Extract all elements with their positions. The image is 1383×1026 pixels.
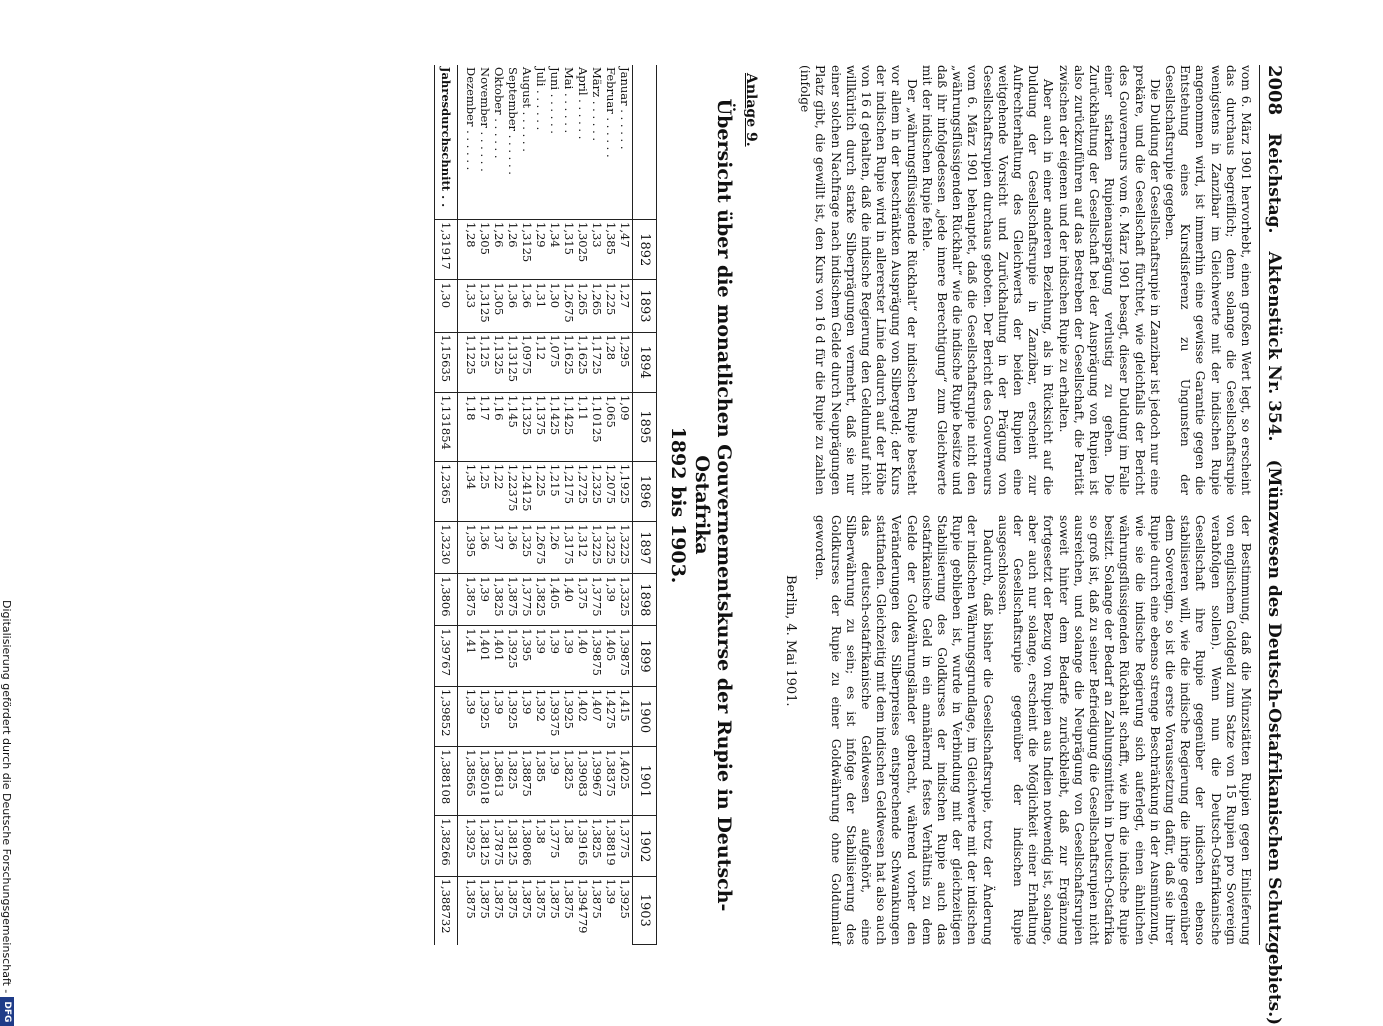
rate-cell: 1,38819 [604, 816, 618, 876]
paragraph: Aber auch in einer anderen Beziehung, als in Rücksicht auf die Duldung der Gesellschaftsrupie in Zanzibar, erscheint zur Aufrechterhaltung des Gleichwerts der beiden Rupien eine weitgehende Vorsicht und Zurückhaltung in der Prägung von Gesellschaftsrupien durchaus geboten. Der Bericht des Gouverneurs vom 6. März 1901 behauptet, daß die Gesellschaftsrupie nicht den „währungsflüssigenden Rückhalt“ wie die indische Rupie besitze und daß ihr infolgedessen „jede innere Berechtigung“ zum Gleichwerte mit der indischen Rupie fehle. [919, 65, 1056, 495]
rate-cell: 1,33 [457, 280, 478, 332]
table-subtitle: 1892 bis 1903. [666, 426, 689, 584]
rate-cell: 1,36 [520, 280, 534, 332]
rate-cell: 1,1625 [576, 332, 590, 392]
rate-cell: 1,36 [506, 522, 520, 574]
rate-cell: 1,38 [562, 816, 576, 876]
average-cell: 1,39767 [434, 626, 457, 686]
rate-cell: 1,38125 [478, 816, 492, 876]
year-column-header: 1892 [632, 220, 656, 280]
rate-cell: 1,16 [492, 392, 506, 461]
publication-name: Reichstag. [1264, 133, 1284, 234]
rate-cell: 1,3875 [548, 876, 562, 944]
average-cell: 1,388108 [434, 747, 457, 816]
rate-cell: 1,17 [478, 392, 492, 461]
rate-cell: 1,395 [520, 626, 534, 686]
paragraph: der Bestimmung, daß die Münzstätten Rupien gegen Einlieferung von englischem Goldgeld zum Satze von 15 Rupien pro Sovereign verabfolgen sollen). Wenn nun die Deutsch-Ostafrikanische Gesellschaft ihre Rupie gegenüber der indischen ebenso stabilisieren will, wie die indische Regierung die ihrige gegenüber dem Sovereign, so ist die erste Voraussetzung dafür, daß sie ihrer Rupie durch eine ebenso strenge Beschränkung in der Ausmünzung, wie sie die indische Regierung sich auferlegt, einen ähnlichen währungsflüssigenden Rückhalt schafft, wie ihn die indische Rupie besitzt. Solange der Bedarf an Zahlungsmitteln in Deutsch-Ostafrika so groß ist, daß zu seiner Befriedigung die Gesellschaftsrupien nicht ausreichen, und solange die Neuprägung von Gesellschaftsrupien soweit hinter dem Bedarfe zurückbleibt, daß zur Ergänzung fortgesetzt der Bezug von Rupien aus Indien notwendig ist, solange, aber auch nur solange, erscheint die Möglichkeit einer Erhaltung der Gesellschaftsrupie gegenüber der indischen Rupie ausgeschlossen. [995, 515, 1253, 945]
rate-cell: 1,215 [548, 461, 562, 521]
rate-cell: 1,3875 [492, 876, 506, 944]
rate-cell: 1,401 [492, 626, 506, 686]
year-column-header: 1899 [632, 626, 656, 686]
rate-cell: 1,3925 [506, 626, 520, 686]
rate-cell: 1,3925 [506, 686, 520, 746]
page-number: 2008 [1264, 65, 1285, 116]
rate-cell: 1,39875 [590, 626, 604, 686]
rate-cell: 1,415 [618, 686, 633, 746]
month-label: März . . . . . . [589, 67, 604, 142]
rate-cell: 1,145 [506, 392, 520, 461]
rate-cell: 1,13125 [506, 332, 520, 392]
rate-cell: 1,3775 [548, 816, 562, 876]
rate-cell: 1,2675 [534, 522, 548, 574]
month-label: Januar . . . . . . [617, 67, 632, 150]
month-label: Juni . . . . . . [547, 67, 562, 134]
rate-cell: 1,3875 [457, 574, 478, 626]
month-label: November . . . . . . [477, 67, 492, 172]
rate-cell: 1,3025 [576, 220, 590, 280]
rate-cell: 1,3875 [506, 876, 520, 944]
rate-cell: 1,09 [618, 392, 633, 461]
paragraph: Der „währungsflüssigende Rückhalt“ der indischen Rupie besteht vor allem in der beschränkten Ausprägung von Silbergeld; der Kurs der indischen Rupie wird in allererster Linie dadurch auf der Höhe von 16 d gehalten, daß die indische Regierung den Geldumlauf nicht willkürlich durch starke Silberprägungen vermehrt, daß sie nur einer solchen Nachfrage nach indischem Gelde durch Neuprägungen Platz gibt, die gewillt ist, den Kurs von 16 d für die Rupie zu zahlen (infolge [798, 65, 919, 495]
rate-cell: 1,39 [548, 626, 562, 686]
rate-cell: 1,1325 [492, 332, 506, 392]
rate-cell: 1,3925 [618, 876, 633, 944]
rate-cell: 1,3925 [478, 686, 492, 746]
rate-cell: 1,1375 [534, 392, 548, 461]
rate-cell: 1,385018 [478, 747, 492, 816]
rotated-page-content [438, 65, 1285, 1026]
rate-cell: 1,3775 [520, 574, 534, 626]
rate-cell: 1,385 [604, 220, 618, 280]
average-cell: 1,3230 [434, 522, 457, 574]
rate-cell: 1,395 [457, 522, 478, 574]
rate-cell: 1,392 [534, 686, 548, 746]
rate-cell: 1,2325 [590, 461, 604, 521]
month-label: August . . . . . . [519, 67, 534, 152]
rate-cell: 1,405 [548, 574, 562, 626]
rate-cell: 1,24125 [520, 461, 534, 521]
rate-cell: 1,3925 [562, 686, 576, 746]
rate-cell: 1,1425 [548, 392, 562, 461]
rate-cell: 1,3825 [492, 574, 506, 626]
right-column [783, 515, 1253, 945]
rate-cell: 1,265 [576, 280, 590, 332]
year-column-header: 1895 [632, 392, 656, 461]
rate-cell: 1,1325 [520, 392, 534, 461]
year-column-header: 1901 [632, 747, 656, 816]
appendix-label: Anlage 9. [742, 73, 759, 147]
rate-cell: 1,315 [562, 220, 576, 280]
average-cell: 1,388732 [434, 876, 457, 944]
year-column-header: 1903 [632, 876, 656, 944]
dfg-logo: DFG [0, 997, 14, 1026]
average-cell: 1,15635 [434, 332, 457, 392]
year-column-header: 1897 [632, 522, 656, 574]
rate-cell: 1,3875 [520, 876, 534, 944]
rate-cell: 1,38875 [520, 747, 534, 816]
rate-cell: 1,065 [604, 392, 618, 461]
rate-cell: 1,34 [457, 461, 478, 521]
rate-cell: 1,22 [492, 461, 506, 521]
rate-cell: 1,3225 [618, 522, 633, 574]
rate-cell: 1,26 [492, 220, 506, 280]
rate-cell: 1,12 [534, 332, 548, 392]
rate-cell: 1,36 [478, 522, 492, 574]
rate-cell: 1,075 [548, 332, 562, 392]
month-label: Dezember . . . . . . [463, 67, 478, 171]
table-row [590, 65, 604, 945]
month-label: Juli . . . . . . [533, 67, 548, 131]
rate-cell: 1,39 [604, 574, 618, 626]
rate-cell: 1,405 [604, 626, 618, 686]
year-column-header: 1902 [632, 816, 656, 876]
rate-cell: 1,3875 [457, 876, 478, 944]
rate-cell: 1,3875 [506, 574, 520, 626]
rate-cell: 1,3825 [534, 574, 548, 626]
rate-cell: 1,1225 [457, 332, 478, 392]
rate-cell: 1,37 [492, 522, 506, 574]
rate-cell: 1,3225 [590, 522, 604, 574]
rate-cell: 1,47 [618, 220, 633, 280]
year-column-header: 1898 [632, 574, 656, 626]
rate-cell: 1,3325 [618, 574, 633, 626]
rate-cell: 1,39 [520, 686, 534, 746]
rate-cell: 1,4025 [618, 747, 633, 816]
document-number: Aktenstück Nr. 354. [1264, 251, 1284, 442]
table-row [604, 65, 618, 945]
rate-cell: 1,265 [590, 280, 604, 332]
place-date: Berlin, 4. Mai 1901. [783, 575, 799, 707]
rate-cell: 1,2675 [562, 280, 576, 332]
rate-cell: 1,375 [576, 574, 590, 626]
rate-cell: 1,39 [534, 626, 548, 686]
rate-cell: 1,27 [618, 280, 633, 332]
average-cell: 1,3806 [434, 574, 457, 626]
rate-cell: 1,1425 [562, 392, 576, 461]
rate-cell: 1,39967 [590, 747, 604, 816]
rate-cell: 1,3225 [604, 522, 618, 574]
rate-cell: 1,26 [506, 220, 520, 280]
rate-cell: 1,30 [548, 280, 562, 332]
rate-cell: 1,3925 [457, 816, 478, 876]
paragraph: vom 6. März 1901 hervorhebt, einen großen Wert legt, so erscheint das durchaus begreiflich; denn solange die Gesellschaftsrupie wenigstens in Zanzibar im Gleichwerte mit der indischen Rupie angenommen wird, ist immerhin eine gewisse Garantie gegen die Entstehung eines Kursdisferenz zu Ungunsten der Gesellschaftsrupie gegeben. [1162, 65, 1253, 495]
table-title: Übersicht über die monatlichen Gouvernementskurse der Rupie in Deutsch-Ostafrika [690, 98, 735, 912]
rate-cell: 1,3125 [520, 220, 534, 280]
left-column [783, 65, 1253, 495]
rate-cell: 1,3175 [562, 522, 576, 574]
rate-cell: 1,39375 [548, 686, 562, 746]
rate-cell: 1,39 [562, 626, 576, 686]
year-column-header: 1893 [632, 280, 656, 332]
rate-cell: 1,1925 [618, 461, 633, 521]
rate-cell: 1,4275 [604, 686, 618, 746]
rate-cell: 1,40 [576, 626, 590, 686]
table-row [562, 65, 576, 945]
rate-cell: 1,22375 [506, 461, 520, 521]
table-row [492, 65, 506, 945]
rate-cell: 1,225 [534, 461, 548, 521]
rate-cell: 1,1625 [562, 332, 576, 392]
rate-cell: 1,305 [478, 220, 492, 280]
digitization-credit [0, 600, 14, 1026]
rate-cell: 1,0975 [520, 332, 534, 392]
rate-cell: 1,3825 [562, 747, 576, 816]
year-column-header: 1894 [632, 332, 656, 392]
rate-cell: 1,39 [478, 574, 492, 626]
rate-cell: 1,305 [492, 280, 506, 332]
year-column-header: 1900 [632, 686, 656, 746]
rate-cell: 1,385 [534, 747, 548, 816]
rate-cell: 1,39 [604, 876, 618, 944]
rate-cell: 1,29 [534, 220, 548, 280]
table-row [548, 65, 562, 945]
rate-cell: 1,2725 [576, 461, 590, 521]
rate-cell: 1,312 [576, 522, 590, 574]
rate-cell: 1,3125 [478, 280, 492, 332]
month-label: Mai . . . . . . [561, 67, 576, 134]
rate-cell: 1,3875 [478, 876, 492, 944]
table-body [434, 65, 632, 945]
rate-cell: 1,38125 [506, 816, 520, 876]
table-row [478, 65, 492, 945]
month-label: Oktober . . . . . . [491, 67, 506, 159]
rate-cell: 1,3825 [506, 747, 520, 816]
paragraph: Dadurch, daß bisher die Gesellschaftsrupie, trotz der Änderung der indischen Währungsgrundlage, im Gleichwerte mit der indischen Rupie geblieben ist, wurde in Verbindung mit der gleichzeitigen Stabilisierung des Goldkurses der indischen Rupie auch das ostafrikanische Geld in ein annähernd festes Verhältnis zu dem Gelde der Goldwährungsländer gebracht, während vorher den Veränderungen des Silberpreises entsprechende Schwankungen stattfanden. Gleichzeitig mit dem indischen Geldwesen hat also auch das deutsch-ostafrikanische Geldwesen aufgehört, eine Silberwährung zu sein; es ist infolge der Stabilisierung des Goldkurses der Rupie zu einer Goldwährung ohne Goldumlauf geworden. [813, 515, 995, 945]
rate-cell: 1,225 [604, 280, 618, 332]
average-cell: 1,131854 [434, 392, 457, 461]
rate-cell: 1,3825 [590, 816, 604, 876]
rate-cell: 1,401 [478, 626, 492, 686]
exchange-rate-table [434, 65, 657, 945]
rate-cell: 1,125 [478, 332, 492, 392]
average-cell: 1,31917 [434, 220, 457, 280]
rate-cell: 1,39083 [576, 747, 590, 816]
rate-cell: 1,3875 [590, 876, 604, 944]
month-label: April . . . . . . [575, 67, 590, 140]
rate-cell: 1,28 [457, 220, 478, 280]
rate-cell: 1,295 [618, 332, 633, 392]
rate-cell: 1,39165 [576, 816, 590, 876]
rate-cell: 1,33 [590, 220, 604, 280]
rate-cell: 1,28 [604, 332, 618, 392]
annual-average-row [434, 65, 457, 945]
page-header [1259, 65, 1285, 1026]
rate-cell: 1,11 [576, 392, 590, 461]
rate-cell: 1,39 [548, 747, 562, 816]
table-row [576, 65, 590, 945]
rate-cell: 1,37875 [492, 816, 506, 876]
month-label: Februar . . . . . . [603, 67, 618, 158]
rate-cell: 1,39 [457, 686, 478, 746]
rate-cell: 1,3875 [562, 876, 576, 944]
rate-cell: 1,3775 [618, 816, 633, 876]
rate-cell: 1,2175 [562, 461, 576, 521]
rate-cell: 1,325 [520, 522, 534, 574]
rate-cell: 1,3775 [590, 574, 604, 626]
rate-cell: 1,394779 [576, 876, 590, 944]
year-column-header: 1896 [632, 461, 656, 521]
text-columns [783, 65, 1253, 945]
credit-text: Digitalisierung gefördert durch die Deutsche Forschungsgemeinschaft - [0, 600, 14, 994]
rate-cell: 1,38 [534, 816, 548, 876]
rate-cell: 1,26 [548, 522, 562, 574]
table-row [534, 65, 548, 945]
rate-cell: 1,1725 [590, 332, 604, 392]
average-cell: 1,39852 [434, 686, 457, 746]
average-cell: 1,38266 [434, 816, 457, 876]
month-label: September . . . . . . [505, 67, 520, 175]
rate-cell: 1,25 [478, 461, 492, 521]
rate-cell: 1,36 [506, 280, 520, 332]
average-cell: 1,30 [434, 280, 457, 332]
annual-average-label: Jahresdurchschnitt . . [434, 65, 457, 220]
document-subject: (Münzwesen des Deutsch-Ostafrikanischen Schutzgebiets.) [1264, 459, 1284, 1026]
table-row [618, 65, 633, 945]
rate-cell: 1,31 [534, 280, 548, 332]
rate-cell: 1,2075 [604, 461, 618, 521]
rate-cell: 1,41 [457, 626, 478, 686]
rate-cell: 1,402 [576, 686, 590, 746]
paragraph: Die Duldung der Gesellschaftsrupie in Zanzibar ist jedoch nur eine prekäre, und die Gesellschaft fürchtet, wie gleichfalls der Bericht des Gouverneurs vom 6. März 1901 besagt, dieser Duldung im Falle einer starken Rupienausprägung verlustig zu gehen. Die Zurückhaltung der Gesellschaft bei der Ausprägung von Rupien ist also zurückzuführen auf das Bestreben der Gesellschaft, die Parität zwischen der eigenen und der indischen Rupie zu erhalten. [1056, 65, 1162, 495]
rate-cell: 1,39875 [618, 626, 633, 686]
table-row [506, 65, 520, 945]
month-column-header [632, 65, 656, 220]
rate-cell: 1,38086 [520, 816, 534, 876]
table-row [520, 65, 534, 945]
table-row [457, 65, 478, 945]
rate-cell: 1,40 [562, 574, 576, 626]
rate-cell: 1,407 [590, 686, 604, 746]
rate-cell: 1,3875 [534, 876, 548, 944]
rate-cell: 1,38375 [604, 747, 618, 816]
average-cell: 1,2365 [434, 461, 457, 521]
rate-cell: 1,34 [548, 220, 562, 280]
rate-cell: 1,18 [457, 392, 478, 461]
table-header-row [632, 65, 656, 945]
rate-cell: 1,38613 [492, 747, 506, 816]
rate-cell: 1,38565 [457, 747, 478, 816]
rate-cell: 1,39 [492, 686, 506, 746]
rate-cell: 1,10125 [590, 392, 604, 461]
